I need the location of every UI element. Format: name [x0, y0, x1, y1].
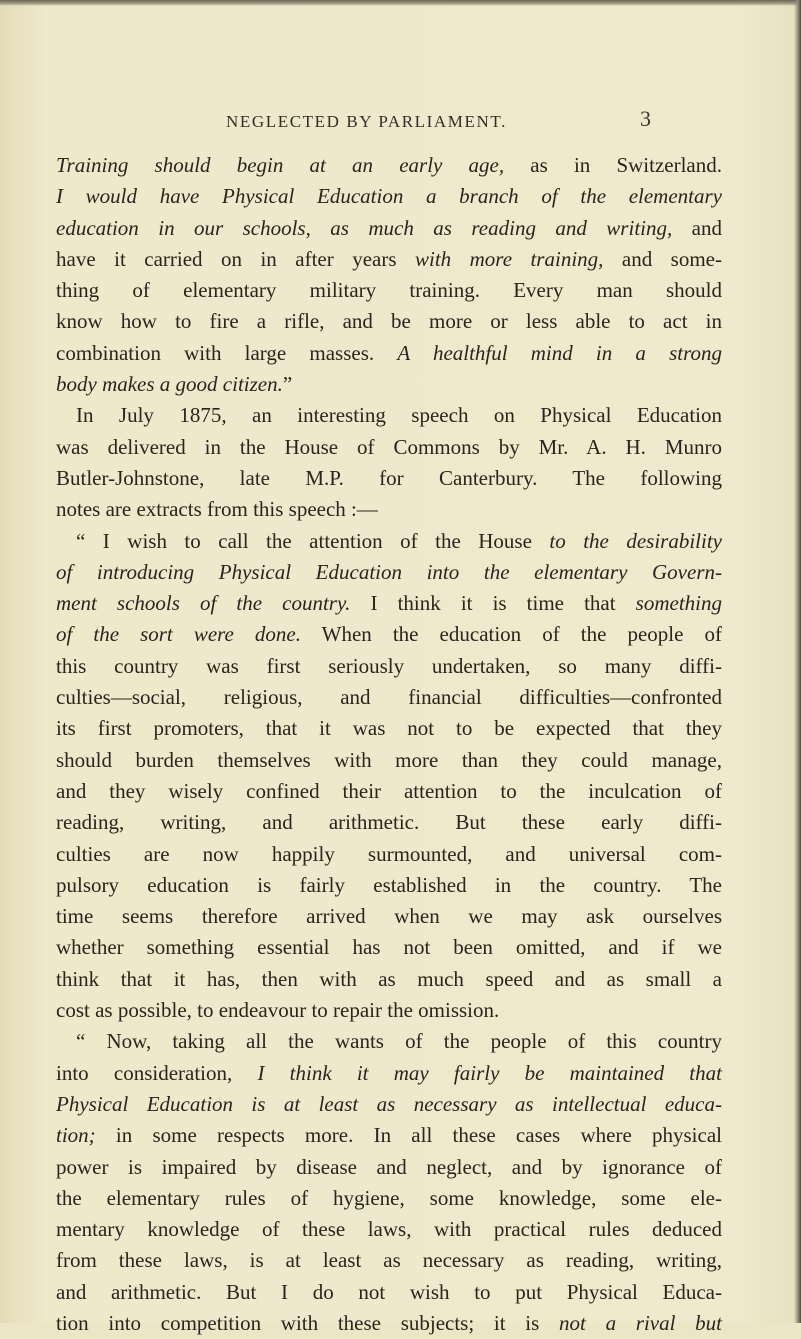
running-head: NEGLECTED BY PARLIAMENT.	[226, 112, 507, 131]
text-run: whether something essential has not been omitted, and if we	[56, 935, 722, 960]
italic-run: Physical Education is at least as necessary as intellectual educa-	[56, 1091, 722, 1116]
text-line	[56, 964, 722, 995]
text-line	[56, 275, 722, 306]
text-line	[56, 400, 722, 431]
text-line	[56, 682, 722, 713]
text-line	[56, 776, 722, 807]
text-run: “ Now, taking all the wants of the people of this country	[76, 1029, 722, 1054]
text-run: cost as possible, to endeavour to repair the omission.	[56, 998, 500, 1023]
text-run: When the education of the people of	[300, 622, 722, 647]
italic-run: Training should begin at an early age,	[56, 153, 505, 177]
text-run: culties are now happily surmounted, and universal com-	[56, 841, 722, 866]
text-run: power is impaired by disease and neglect, and by ignorance of	[56, 1154, 722, 1179]
text-line	[56, 745, 722, 776]
text-run: I think it is time that	[350, 591, 636, 616]
text-line	[56, 588, 722, 619]
italic-run: ment schools of the country.	[56, 591, 351, 616]
italic-run: A healthful mind in a strong	[397, 340, 723, 365]
text-run: was delivered in the House of Commons by Mr. A. H. Munro	[56, 434, 722, 459]
text-run: the elementary rules of hygiene, some knowledge, some ele-	[56, 1185, 722, 1210]
text-run: culties—social, religious, and financial difficulties—confronted	[56, 685, 722, 710]
text-run: think that it has, then with as much speed and as small a	[56, 966, 722, 991]
text-line	[56, 526, 722, 557]
italic-run: something	[635, 591, 722, 616]
text-run: as in Switzerland.	[504, 153, 723, 177]
italic-run: I think it may fairly be maintained that	[257, 1060, 722, 1085]
text-run: tion into competition with these subjects; it is	[56, 1310, 560, 1335]
text-run: combination with large masses.	[56, 340, 398, 365]
text-line	[56, 244, 722, 275]
text-line	[56, 181, 722, 212]
text-run: this country was first seriously undertaken, so many diffi-	[56, 653, 722, 678]
text-run: thing of elementary military training. Every man should	[56, 278, 722, 303]
text-line	[56, 1089, 722, 1120]
page-number: 3	[640, 106, 651, 131]
text-run: and some-	[603, 246, 722, 271]
body-text	[56, 150, 722, 1339]
italic-run: I would have Physical Education a branch of the elementary	[56, 184, 722, 209]
italic-run: of introducing Physical Education into the elementary Govern-	[56, 559, 722, 584]
text-line	[56, 839, 722, 870]
text-line	[56, 619, 722, 650]
text-line	[56, 807, 722, 838]
text-run: and they wisely confined their attention to the inculcation of	[56, 778, 722, 803]
italic-run: not a rival but	[559, 1310, 722, 1335]
text-line	[56, 369, 722, 400]
text-run: and	[672, 215, 722, 240]
text-run: in some respects more. In all these cases where physical	[95, 1123, 722, 1148]
text-line	[56, 651, 722, 682]
text-line	[56, 557, 722, 588]
text-line	[56, 1183, 722, 1214]
text-line	[56, 870, 722, 901]
text-run: In July 1875, an interesting speech on Physical Education	[76, 403, 722, 428]
text-line	[56, 1245, 722, 1276]
text-run: and arithmetic. But I do not wish to put Physical Educa-	[56, 1279, 722, 1304]
text-run: into consideration,	[56, 1060, 258, 1085]
text-run: ”	[282, 372, 293, 397]
text-line	[56, 463, 722, 494]
italic-run: education in our schools, as much as reading and writing,	[56, 215, 673, 240]
text-line	[56, 338, 722, 369]
text-run: know how to fire a rifle, and be more or less able to act in	[56, 309, 722, 334]
text-line	[56, 1308, 722, 1339]
text-line	[56, 494, 722, 525]
text-line	[56, 213, 722, 244]
text-run: notes are extracts from this speech :—	[56, 497, 378, 522]
text-line	[56, 1120, 722, 1151]
text-line	[56, 932, 722, 963]
italic-run: with more training,	[414, 246, 604, 271]
italic-run: to the desirability	[549, 528, 722, 553]
page-gutter-shadow	[794, 0, 801, 1323]
text-run: Butler-Johnstone, late M.P. for Canterbury. The following	[56, 465, 722, 490]
text-line	[56, 901, 722, 932]
page-top-edge	[0, 0, 801, 6]
text-line	[56, 1026, 722, 1057]
text-line	[56, 1152, 722, 1183]
text-run: pulsory education is fairly established in the country. The	[56, 872, 722, 897]
text-line	[56, 432, 722, 463]
text-line	[56, 1214, 722, 1245]
text-run: its first promoters, that it was not to be expected that they	[56, 716, 722, 741]
text-run: from these laws, is at least as necessary as reading, writing,	[56, 1248, 722, 1273]
text-line	[56, 713, 722, 744]
text-run: time seems therefore arrived when we may ask ourselves	[56, 904, 722, 929]
text-line	[56, 150, 722, 181]
text-run: “ I wish to call the attention of the House	[76, 528, 550, 553]
text-line	[56, 995, 722, 1026]
text-line	[56, 1058, 722, 1089]
text-line	[56, 1277, 722, 1308]
italic-run: of the sort were done.	[56, 622, 301, 647]
italic-run: body makes a good citizen.	[56, 372, 283, 397]
text-run: should burden themselves with more than they could manage,	[56, 747, 722, 772]
text-run: have it carried on in after years	[56, 246, 415, 271]
text-run: mentary knowledge of these laws, with practical rules deduced	[56, 1217, 722, 1242]
text-line	[56, 306, 722, 337]
text-run: reading, writing, and arithmetic. But these early diffi-	[56, 810, 722, 835]
italic-run: tion;	[56, 1123, 96, 1148]
